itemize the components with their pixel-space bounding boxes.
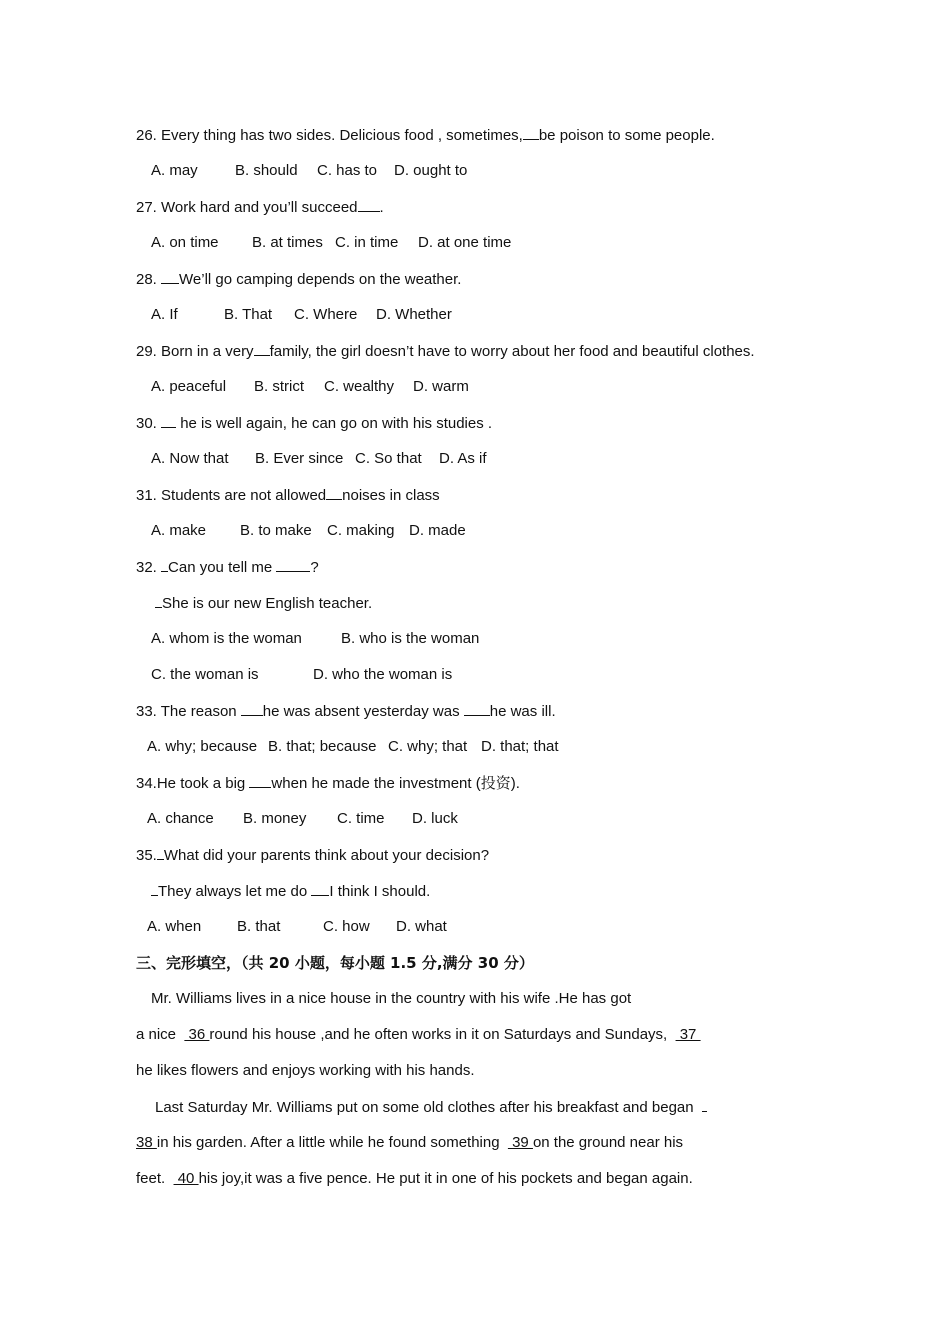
question-32: 32. Can you tell me ? — [136, 559, 319, 576]
answer-blank — [276, 557, 310, 572]
option-b: B. money — [243, 810, 307, 827]
option-c: C. the woman is — [151, 666, 259, 683]
passage-line: Mr. Williams lives in a nice house in the country with his wife .He has got — [151, 990, 632, 1007]
answer-blank — [249, 773, 271, 788]
option-b: B. That — [224, 306, 273, 323]
option-d: D. luck — [412, 810, 458, 827]
option-a: A. chance — [147, 810, 214, 827]
option-b: B. at times — [252, 234, 323, 251]
option-a: A. If — [151, 306, 178, 323]
question-33: 33. The reason he was absent yesterday was he was ill. — [136, 703, 556, 720]
question-31: 31. Students are not allowed noises in class — [136, 487, 440, 504]
answer-blank — [161, 269, 179, 284]
option-c: C. in time — [335, 234, 399, 251]
option-d: D. that; that — [481, 738, 559, 755]
passage-line: he likes flowers and enjoys working with his hands. — [136, 1062, 475, 1079]
passage-line: 38 in his garden. After a little while he found something 39 on the ground near his — [136, 1134, 684, 1151]
dash-mark — [157, 845, 164, 860]
section-heading: 三、完形填空，（共 20 小题，每小题 1.5 分,满分 30 分） — [136, 954, 534, 972]
option-b: B. should — [235, 162, 298, 179]
option-d: D. ought to — [394, 162, 468, 179]
option-c: C. time — [337, 810, 385, 827]
question-30: 30. he is well again, he can go on with his studies . — [136, 415, 493, 432]
option-c: C. how — [323, 918, 370, 935]
question-26: 26. Every thing has two sides. Delicious food , sometimes, be poison to some people. — [136, 127, 715, 144]
option-c: C. So that — [355, 450, 422, 467]
dash-mark — [702, 1097, 707, 1112]
passage-line: Last Saturday Mr. Williams put on some old clothes after his breakfast and began — [155, 1097, 707, 1118]
question-28: 28. We’ll go camping depends on the weather. — [136, 271, 462, 288]
option-c: C. making — [327, 522, 395, 539]
cloze-blank-38: 38 — [136, 1134, 157, 1151]
question-34: 34.He took a big when he made the investment (投资). — [136, 774, 520, 792]
option-a: A. why; because — [147, 738, 258, 755]
option-a: A. when — [147, 918, 202, 935]
cloze-blank-36: 36 — [184, 1026, 210, 1043]
option-a: A. make — [151, 522, 207, 539]
option-b: B. that — [237, 918, 281, 935]
option-c: C. has to — [317, 162, 378, 179]
option-d: D. As if — [439, 450, 487, 467]
answer-blank — [358, 197, 380, 212]
option-d: D. Whether — [376, 306, 452, 323]
passage-line: a nice 36 round his house ,and he often works in it on Saturdays and Sundays, 37 — [136, 1026, 701, 1043]
answer-blank — [254, 341, 270, 356]
answer-blank — [311, 881, 329, 896]
question-32-reply: She is our new English teacher. — [155, 593, 372, 614]
dash-mark — [161, 557, 168, 572]
option-b: B. that; because — [268, 738, 377, 755]
option-d: D. warm — [413, 378, 469, 395]
option-d: D. made — [409, 522, 466, 539]
answer-blank — [464, 701, 490, 716]
option-a: A. whom is the woman — [151, 630, 302, 647]
answer-blank — [241, 701, 263, 716]
option-d: D. what — [396, 918, 447, 935]
answer-blank — [523, 125, 539, 140]
cloze-blank-37: 37 — [675, 1026, 701, 1043]
option-b: B. strict — [254, 378, 305, 395]
option-b: B. Ever since — [255, 450, 344, 467]
option-c: C. wealthy — [324, 378, 395, 395]
dash-mark — [151, 881, 158, 896]
question-35: 35. What did your parents think about your decision? — [136, 847, 490, 864]
option-c: C. why; that — [388, 738, 468, 755]
option-b: B. to make — [240, 522, 312, 539]
question-29: 29. Born in a very family, the girl doesn’t have to worry about her food and beautiful clothes. — [136, 343, 755, 360]
passage-line: feet. 40 his joy,it was a five pence. He put it in one of his pockets and began again. — [136, 1170, 693, 1187]
option-a: A. peaceful — [151, 378, 227, 395]
option-d: D. at one time — [418, 234, 512, 251]
question-35-reply: They always let me do I think I should. — [151, 881, 430, 902]
option-c: C. Where — [294, 306, 358, 323]
question-27: 27. Work hard and you’ll succeed . — [136, 199, 384, 216]
cloze-blank-39: 39 — [507, 1134, 533, 1151]
option-a: A. on time — [151, 234, 219, 251]
option-a: A. Now that — [151, 450, 229, 467]
dash-mark — [155, 593, 162, 608]
option-a: A. may — [151, 162, 198, 179]
answer-blank — [161, 413, 176, 428]
answer-blank — [326, 485, 342, 500]
option-d: D. who the woman is — [313, 666, 453, 683]
option-b: B. who is the woman — [341, 630, 480, 647]
cloze-blank-40: 40 — [173, 1170, 199, 1187]
